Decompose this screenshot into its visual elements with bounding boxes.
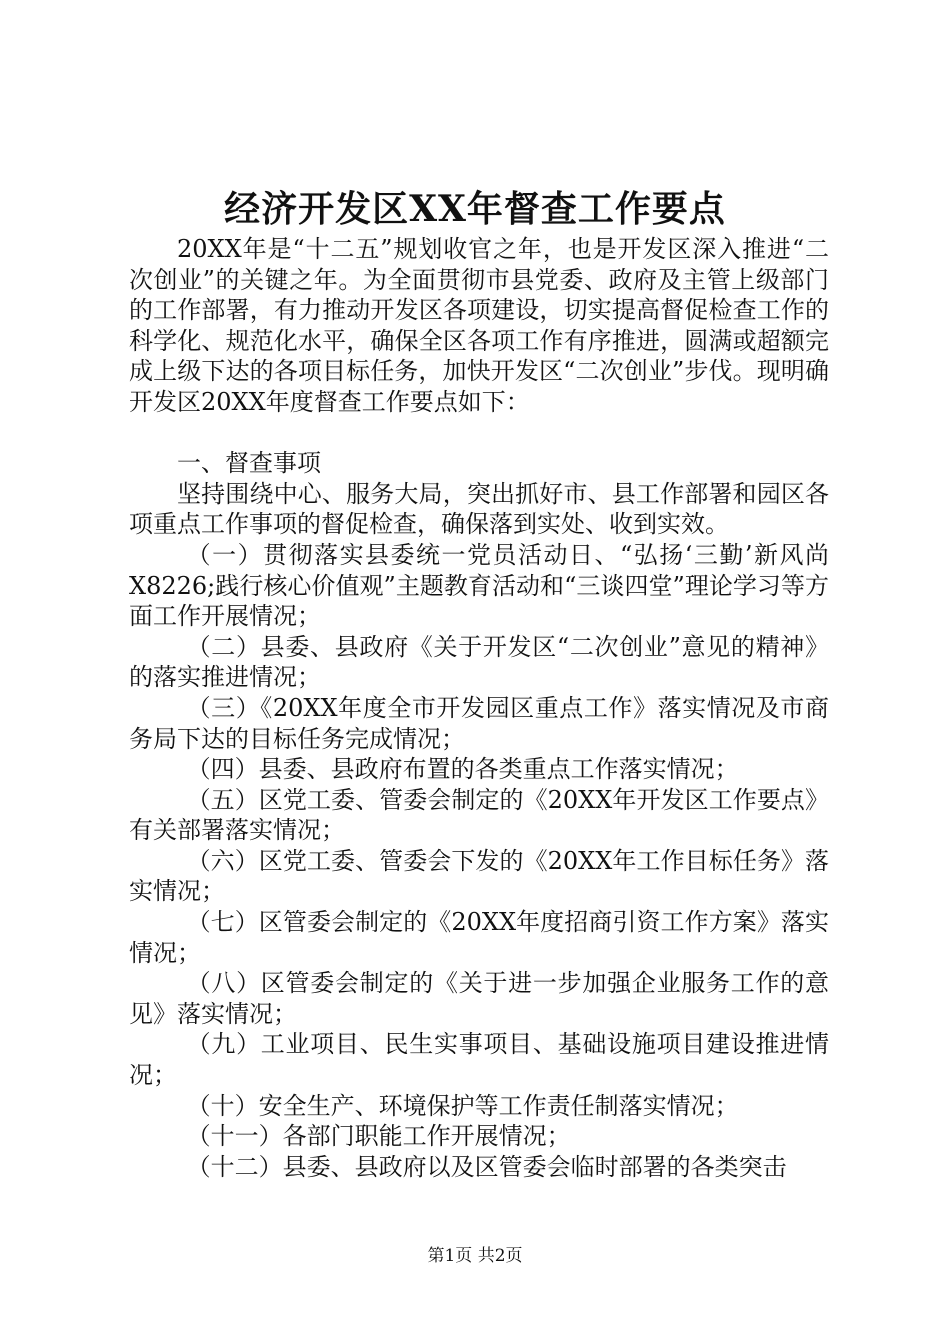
list-item: （一）贯彻落实县委统一党员活动日、“弘扬‘三勤’新风尚X8226;践行核心价值观”主题教育活动和“三谈四堂”理论学习等方面工作开展情况； — [129, 540, 829, 631]
list-item: （三）《20XX年度全市开发园区重点工作》落实情况及市商务局下达的目标任务完成情况； — [129, 693, 829, 753]
section-paragraph: 坚持围绕中心、服务大局，突出抓好市、县工作部署和园区各项重点工作事项的督促检查，确保落到实处、收到实效。 — [129, 479, 829, 539]
list-item: （十）安全生产、环境保护等工作责任制落实情况； — [186, 1091, 739, 1120]
list-item: （七）区管委会制定的《20XX年度招商引资工作方案》落实情况； — [129, 908, 829, 967]
document-title: 经济开发区XX年督查工作要点 — [224, 188, 726, 230]
list-item: （十一）各部门职能工作开展情况； — [186, 1122, 571, 1151]
document-body — [129, 234, 829, 1182]
list-item: （十二）县委、县政府以及区管委会临时部署的各类突击 — [186, 1152, 787, 1181]
list-item: （四）县委、县政府布置的各类重点工作落实情况； — [186, 755, 739, 784]
list-item: （九）工业项目、民生实事项目、基础设施项目建设推进情况； — [129, 1030, 829, 1090]
list-item: （六）区党工委、管委会下发的《20XX年工作目标任务》落实情况； — [129, 846, 829, 906]
list-item: （二）县委、县政府《关于开发区“二次创业”意见的精神》的落实推进情况； — [129, 632, 829, 692]
list-item: （五）区党工委、管委会制定的《20XX年开发区工作要点》有关部署落实情况； — [129, 785, 829, 845]
page-footer: 第1页 共2页 — [427, 1246, 523, 1266]
intro-paragraph: 20XX年是“十二五”规划收官之年，也是开发区深入推进“二次创业”的关键之年。为全面贯彻市县党委、政府及主管上级部门的工作部署，有力推动开发区各项建设，切实提高督促检查工作的科学化、规范化水平，确保全区各项工作有序推进，圆满或超额完成上级下达的各项目标任务，加快开发区“二次创业”步伐。现明确开发区20XX年度督查工作要点如下： — [129, 235, 829, 416]
section-heading: 一、督查事项 — [177, 449, 321, 478]
list-item: （八）区管委会制定的《关于进一步加强企业服务工作的意见》落实情况； — [129, 969, 829, 1028]
